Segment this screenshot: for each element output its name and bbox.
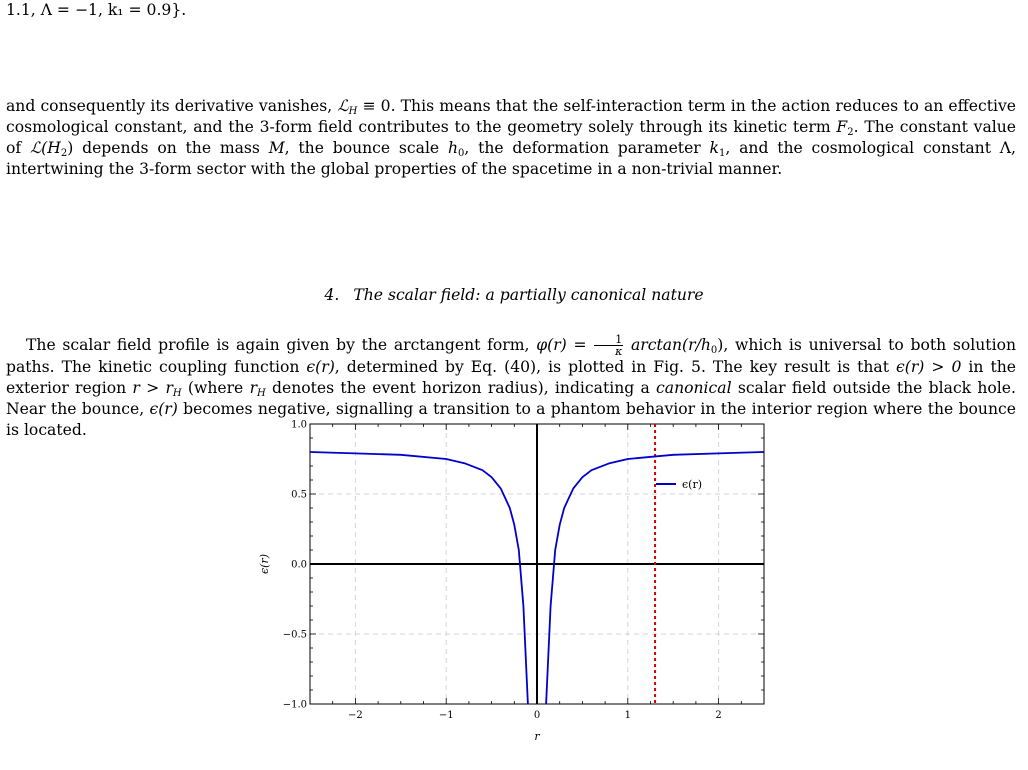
math-sub: H xyxy=(348,106,358,117)
math-k: k xyxy=(709,139,719,157)
text: , and the cosmological constant Λ, intertwining the 3-form sector with the global properties of the spacetime in a non-trivial manner. xyxy=(6,139,1016,178)
x-tick-label: 1 xyxy=(624,710,631,721)
math-phi: φ(r) = xyxy=(536,336,594,355)
emphasis-canonical: canonical xyxy=(656,379,732,397)
math-m: M xyxy=(268,139,285,157)
math-r: r > r xyxy=(132,379,173,397)
y-tick-label: 0.5 xyxy=(291,489,307,501)
text: becomes negative, signalling a transition to a phantom behavior in the interior region where the bounce is located. xyxy=(6,400,1016,439)
paragraph-3form xyxy=(6,96,1016,180)
y-tick-label: −0.5 xyxy=(282,629,307,641)
text: The scalar field profile is again given by the arctangent form, xyxy=(26,336,537,355)
text: ≡ 0. This means that the self-interaction term in the action reduces to an effective cosmological constant, and the 3-form field contributes to the geometry solely through its kinetic term xyxy=(6,97,1016,136)
text: , the bounce scale xyxy=(284,139,448,157)
text: . The constant value of xyxy=(6,118,1016,157)
math-eps: ϵ(r) xyxy=(306,358,335,376)
math-sub: 2 xyxy=(60,148,68,159)
text: which is universal to both solution paths. The kinetic coupling function xyxy=(6,336,1016,376)
math-sub: 1 xyxy=(719,148,726,159)
math-r: r xyxy=(249,379,258,397)
x-axis-label: r xyxy=(534,730,540,743)
y-tick-label: 0.0 xyxy=(291,559,307,571)
text: depends on the mass xyxy=(73,139,269,157)
y-tick-label: −1.0 xyxy=(282,699,307,711)
math: ) xyxy=(67,139,74,157)
math-sub: 2 xyxy=(847,127,854,138)
math: ), xyxy=(717,336,729,355)
series-line-left-branch xyxy=(310,452,528,704)
math-l-h2: ℒ(H xyxy=(29,139,61,157)
text: in the exterior region xyxy=(6,358,1017,397)
epsilon-plot xyxy=(240,410,780,755)
math: arctan(r/h xyxy=(624,336,711,355)
x-tick-label: 2 xyxy=(715,710,722,721)
math-l: ℒ xyxy=(337,97,349,115)
math-fraction: $\frac{1}{\kappa}$ xyxy=(594,334,623,357)
text: denotes the event horizon radius), indicating a xyxy=(265,379,657,397)
x-tick-label: −1 xyxy=(438,710,454,721)
text: , determined by Eq. (40), is plotted in Fig. 5. The key result is that xyxy=(334,358,897,376)
section-heading xyxy=(0,286,1028,304)
math-sub: H xyxy=(172,388,182,399)
x-tick-label: −2 xyxy=(348,710,363,721)
y-axis-label: ϵ(r) xyxy=(258,553,271,575)
figure-caption-tail: 1.1, Λ = −1, k₁ = 0.9}. xyxy=(6,1,187,19)
text: (where xyxy=(181,379,250,397)
text: and consequently its derivative vanishes, xyxy=(6,97,338,115)
text: , the deformation parameter xyxy=(464,139,710,157)
text: scalar field outside the black hole. Near the bounce, xyxy=(6,379,1016,418)
x-tick-label: 0 xyxy=(533,710,541,721)
section-title-text: The scalar field: a partially canonical nature xyxy=(353,286,704,304)
math-f: F xyxy=(836,118,848,136)
section-number: 4. xyxy=(324,286,340,304)
math-eps: ϵ(r) xyxy=(149,400,178,418)
math-sub: 0 xyxy=(457,148,465,159)
y-tick-label: 1.0 xyxy=(291,419,307,431)
legend-label: ϵ(r) xyxy=(682,478,703,491)
math-h: h xyxy=(447,139,458,157)
math-eps: ϵ(r) > 0 xyxy=(896,358,962,376)
math-sub: H xyxy=(257,388,266,399)
math-sub: 0 xyxy=(710,345,718,357)
